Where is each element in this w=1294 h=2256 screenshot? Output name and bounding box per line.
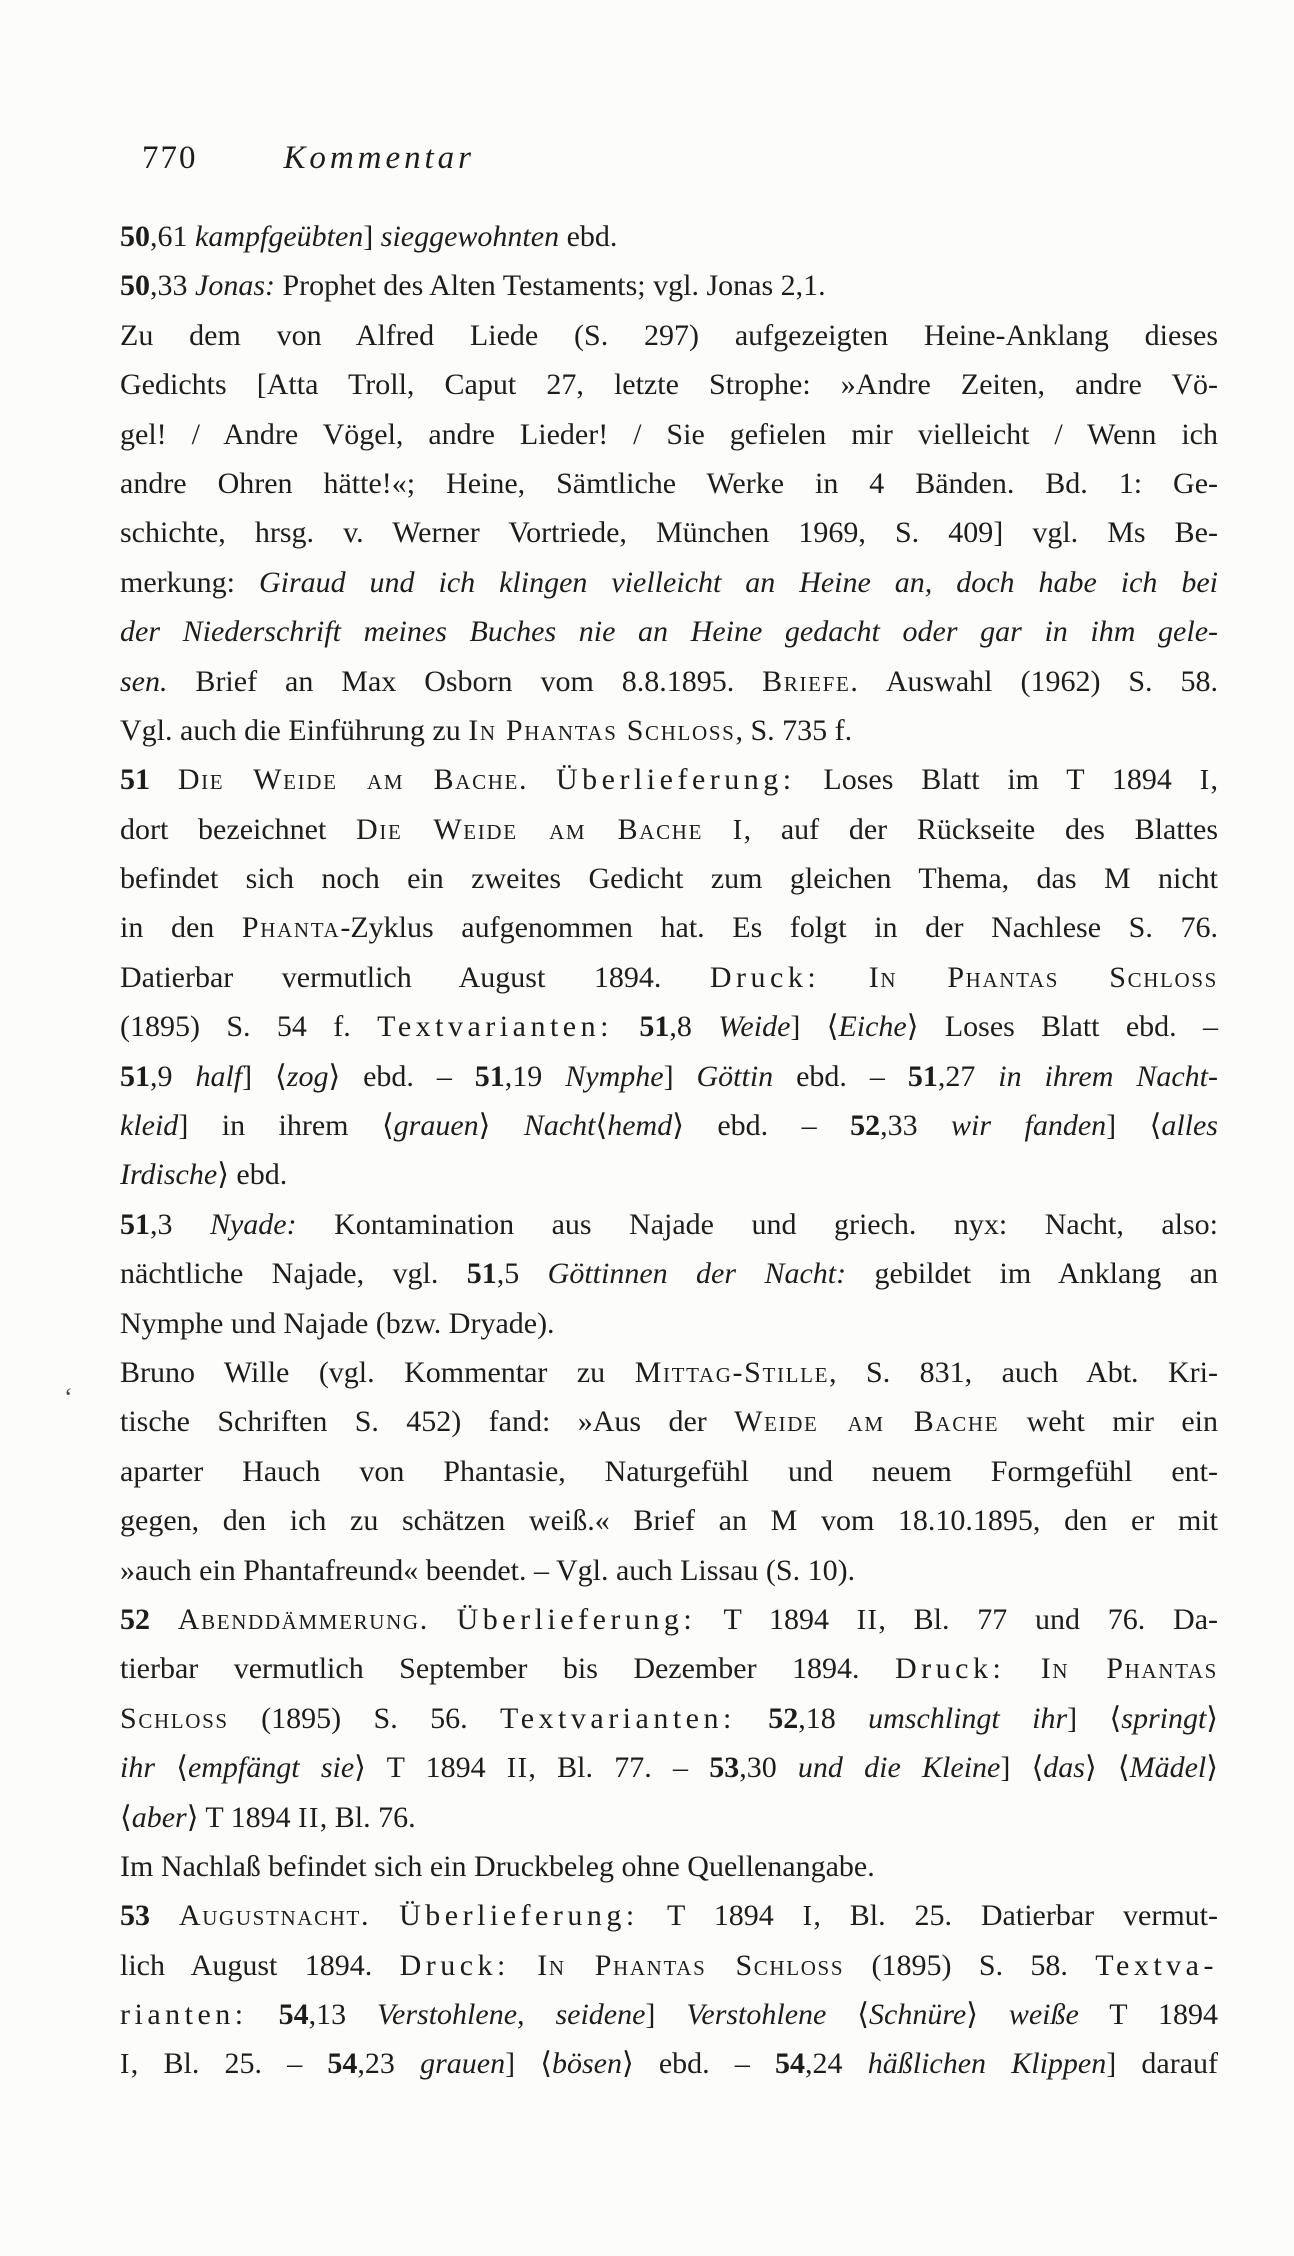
text-segment: Im Nachlaß befindet sich ein Druckbeleg ohne Quellenangabe. — [120, 1849, 875, 1883]
text-segment: 51 — [120, 763, 150, 797]
text-segment: wir fanden — [951, 1109, 1107, 1143]
text-line — [120, 1348, 1218, 1397]
text-segment: Nyade: — [209, 1207, 297, 1241]
text-segment: ,33 — [880, 1109, 952, 1143]
text-segment: I — [732, 814, 744, 846]
text-segment: Briefe. — [762, 664, 860, 698]
text-segment: In Phantas — [1040, 1652, 1219, 1686]
text-segment: ,23 — [357, 2047, 421, 2081]
text-segment: Die Weide am Bache — [356, 812, 704, 846]
text-segment: Textvarianten: — [500, 1701, 736, 1735]
text-line — [120, 261, 1218, 310]
text-segment: ,5 — [496, 1257, 548, 1291]
text-segment: Textva- — [1095, 1948, 1218, 1982]
text-segment: tische Schriften S. 452) fand: »Aus der — [120, 1405, 735, 1439]
text-segment: ⟨ — [595, 1109, 608, 1143]
text-segment: ,13 — [308, 1998, 378, 2032]
text-segment: ⟩ ebd. – — [672, 1109, 851, 1143]
text-line — [120, 903, 1218, 952]
text-segment: Göttin — [696, 1059, 774, 1093]
text-segment: , S. 735 f. — [735, 713, 853, 747]
text-segment: in ihrem Nacht- — [998, 1059, 1219, 1093]
text-segment: Datierbar vermutlich August 1894. — [120, 960, 710, 994]
text-segment: , Bl. 77. – — [528, 1751, 710, 1785]
text-segment: weht mir ein — [999, 1405, 1218, 1439]
text-segment: ] ⟨ — [790, 1010, 839, 1044]
text-segment: Verstohlene, seidene — [377, 1998, 646, 2032]
text-segment: 52 — [768, 1701, 799, 1735]
text-segment: ebd. — [559, 220, 618, 253]
text-segment: Weide am Bache — [734, 1405, 1000, 1439]
text-segment: Weide — [718, 1010, 791, 1044]
text-segment: Jonas: — [195, 269, 275, 303]
text-segment: ,33 — [150, 269, 195, 303]
text-segment: , auf der Rückseite des Blattes — [743, 812, 1218, 846]
text-segment: rianten: — [120, 1998, 248, 2032]
text-segment: befindet sich noch ein zweites Gedicht zum gleichen Thema, das M nicht — [120, 862, 1218, 896]
text-segment: das — [1043, 1751, 1085, 1785]
text-segment: -Zyklus aufgenommen hat. Es folgt in der Nachlese S. 76. — [340, 911, 1218, 945]
text-segment: kampfgeübten — [195, 220, 364, 253]
text-segment: Schnüre — [869, 1998, 967, 2032]
text-segment: ] ⟨ — [1067, 1701, 1122, 1735]
text-segment: ⟩ — [966, 1998, 1009, 2032]
text-segment: Nacht — [523, 1109, 596, 1143]
text-segment: in den — [120, 911, 242, 945]
text-segment: Druck: — [894, 1652, 1006, 1686]
text-line — [120, 1496, 1218, 1545]
text-segment: ,61 — [150, 220, 195, 253]
text-segment: 53 — [709, 1751, 740, 1785]
text-segment: ] ⟨ — [242, 1059, 287, 1093]
text-line — [120, 607, 1218, 656]
text-segment: 52 — [850, 1109, 881, 1143]
text-segment: II — [506, 1753, 529, 1785]
commentary-text — [120, 212, 1218, 2089]
text-segment: hemd — [607, 1109, 673, 1143]
text-segment — [736, 1702, 768, 1735]
text-segment: Prophet des Alten Testaments; vgl. Jonas 2,1. — [274, 269, 826, 303]
text-line — [120, 953, 1218, 1002]
text-segment: ⟩ ebd. – — [328, 1059, 475, 1093]
text-line — [120, 1595, 1218, 1644]
text-segment: (1895) S. 56. — [228, 1701, 500, 1735]
text-segment: Zu dem von Alfred Liede (S. 297) aufgezeigten Heine-Anklang dieses — [120, 318, 1218, 352]
text-segment: , — [1210, 763, 1218, 797]
text-segment: 53 — [120, 1899, 150, 1933]
text-line — [120, 360, 1218, 409]
text-segment: ,19 — [504, 1059, 566, 1093]
running-title: Kommentar — [283, 140, 475, 176]
text-line — [120, 2039, 1218, 2088]
text-segment: aber — [131, 1800, 187, 1834]
text-segment: In Phantas Schloss — [468, 713, 736, 747]
margin-mark: ‘ — [64, 1383, 73, 1412]
text-segment: ,8 — [669, 1010, 719, 1044]
text-segment: In Phantas Schloss — [868, 960, 1218, 994]
text-line — [120, 508, 1218, 557]
text-line — [120, 410, 1218, 459]
text-segment: , S. 831, auch Abt. Kri- — [829, 1355, 1219, 1389]
text-segment: 51 — [907, 1059, 938, 1093]
text-segment: grauen — [420, 2047, 506, 2081]
text-segment: In Phantas Schloss — [537, 1948, 845, 1982]
text-segment: Loses Blatt im T 1894 — [795, 763, 1200, 797]
text-segment: ,3 — [150, 1207, 210, 1241]
text-segment: 50 — [120, 269, 150, 303]
text-segment: gel! / Andre Vögel, andre Lieder! / Sie gefielen mir vielleicht / Wenn ich — [120, 417, 1218, 451]
text-line — [120, 1546, 1218, 1595]
text-segment: Verstohlene — [686, 1998, 827, 2032]
text-line — [120, 854, 1218, 903]
text-segment: Kontamination aus Najade und griech. nyx: Nacht, also: — [296, 1207, 1218, 1241]
text-segment: Brief an Max Osborn vom 8.8.1895. — [167, 664, 763, 698]
text-segment: Giraud und ich klingen vielleicht an Heine an, doch habe ich bei — [258, 565, 1219, 599]
text-line — [120, 1299, 1218, 1348]
text-segment: ⟩ ebd. – — [621, 2047, 776, 2081]
text-segment: empfängt sie — [187, 1751, 355, 1785]
text-segment: Auswahl (1962) S. 58. — [859, 664, 1218, 698]
text-segment: I — [120, 2049, 131, 2081]
text-segment: Göttinnen der Nacht: — [547, 1257, 847, 1291]
text-segment: ihr — [120, 1751, 156, 1785]
text-segment: , Bl. 25. Datierbar vermut- — [813, 1899, 1219, 1933]
text-segment: ⟩ ebd. — [217, 1158, 288, 1192]
text-segment — [820, 961, 869, 994]
text-segment: lich August 1894. — [120, 1948, 400, 1982]
text-segment: ] in ihrem ⟨ — [178, 1109, 394, 1143]
text-segment: II — [856, 1604, 879, 1636]
text-segment: ] — [363, 220, 381, 253]
text-segment — [150, 1603, 178, 1636]
text-segment: schichte, hrsg. v. Werner Vortriede, München 1969, S. 409] vgl. Ms Be- — [120, 516, 1218, 550]
text-segment: Schloss — [120, 1701, 229, 1735]
text-segment: alles — [1161, 1109, 1218, 1143]
text-line — [120, 1150, 1218, 1199]
text-segment: ⟩ — [1206, 1751, 1218, 1785]
text-segment: ⟩ Loses Blatt ebd. – — [906, 1010, 1219, 1044]
text-segment: merkung: — [120, 565, 259, 599]
text-line — [120, 755, 1218, 804]
text-line — [120, 1052, 1218, 1101]
text-segment: ⟨ — [120, 1800, 132, 1834]
text-segment — [1005, 1652, 1040, 1685]
text-segment: ] ⟨ — [1000, 1751, 1044, 1785]
text-segment: umschlingt ihr — [868, 1701, 1068, 1735]
text-segment: Phanta — [241, 911, 341, 945]
text-segment: ⟩ ⟨ — [1084, 1751, 1130, 1785]
text-line — [120, 1644, 1218, 1693]
text-segment: Die Weide am Bache. — [177, 763, 529, 797]
text-segment: T 1894 — [638, 1899, 803, 1933]
text-segment: , Bl. 25. – — [130, 2047, 328, 2081]
text-segment: andre Ohren hätte!«; Heine, Sämtliche Werke in 4 Bänden. Bd. 1: Ge- — [120, 466, 1218, 500]
text-line — [120, 558, 1218, 607]
text-segment: ] ⟨ — [505, 2047, 552, 2081]
text-segment: ,30 — [739, 1751, 798, 1785]
text-line — [120, 805, 1218, 854]
text-segment — [528, 763, 556, 796]
text-line — [120, 706, 1218, 755]
text-segment: weiße — [1008, 1998, 1079, 2032]
text-segment: Abenddämmerung. — [177, 1602, 429, 1636]
text-line — [120, 1002, 1218, 1051]
text-segment: (1895) S. 54 f. — [120, 1010, 378, 1044]
text-line — [120, 1990, 1218, 2039]
text-line — [120, 1842, 1218, 1891]
text-segment: Nymphe und Najade (bzw. Dryade). — [120, 1306, 555, 1340]
text-segment: aparter Hauch von Phantasie, Naturgefühl und neuem Formgefühl ent- — [120, 1454, 1218, 1488]
text-segment: ebd. – — [773, 1059, 908, 1093]
text-line — [120, 657, 1218, 706]
text-line — [120, 459, 1218, 508]
text-line — [120, 1891, 1218, 1940]
text-segment: Druck: — [399, 1948, 510, 1982]
text-segment: Überlieferung: — [556, 763, 796, 797]
text-segment: I — [802, 1901, 814, 1933]
text-segment: zog — [286, 1059, 329, 1093]
text-segment: T 1894 — [696, 1602, 857, 1636]
text-segment: sieggewohnten — [380, 220, 560, 253]
text-segment: Augustnacht. — [178, 1899, 371, 1933]
text-segment: T 1894 — [1078, 1998, 1218, 2032]
text-segment: Druck: — [709, 960, 821, 994]
text-segment: kleid — [120, 1109, 179, 1143]
text-line — [120, 311, 1218, 360]
text-segment: Irdische — [120, 1158, 218, 1192]
text-segment: springt — [1121, 1701, 1207, 1735]
text-segment: ⟩ T 1894 — [186, 1800, 299, 1834]
text-segment: Bruno Wille (vgl. Kommentar zu — [120, 1355, 635, 1389]
text-segment — [703, 813, 733, 846]
text-segment: ,18 — [798, 1701, 869, 1735]
text-segment: 51 — [639, 1010, 670, 1044]
text-segment: grauen — [393, 1109, 479, 1143]
text-segment: ⟨ — [155, 1751, 188, 1785]
text-segment: Nymphe — [565, 1059, 664, 1093]
text-line — [120, 1200, 1218, 1249]
text-segment: bösen — [551, 2047, 622, 2081]
text-segment: 51 — [466, 1257, 497, 1291]
running-head — [142, 138, 1202, 182]
text-segment: Eiche — [838, 1010, 907, 1044]
text-segment: , Bl. 76. — [319, 1800, 416, 1834]
text-segment — [370, 1899, 399, 1932]
text-segment: gegen, den ich zu schätzen weiß.« Brief an M vom 18.10.1895, den er mit — [120, 1504, 1218, 1538]
text-segment: (1895) S. 58. — [844, 1948, 1096, 1982]
text-segment: ⟩ — [478, 1109, 524, 1143]
text-segment — [613, 1010, 639, 1043]
text-segment: Überlieferung: — [399, 1899, 639, 1933]
text-segment: ⟨ — [826, 1998, 869, 2032]
text-segment: 51 — [120, 1207, 150, 1241]
text-segment: 50 — [120, 220, 150, 253]
text-segment: Vgl. auch die Einführung zu — [120, 713, 469, 747]
text-segment: nächtliche Najade, vgl. — [120, 1257, 467, 1291]
text-segment: ,24 — [805, 2047, 868, 2081]
text-segment: dort bezeichnet — [120, 812, 357, 846]
text-segment — [248, 1998, 279, 2031]
text-segment — [150, 763, 178, 796]
text-segment: ] — [663, 1059, 697, 1093]
text-segment: ⟩ T 1894 — [354, 1751, 507, 1785]
text-segment: ⟩ — [1206, 1701, 1219, 1735]
text-line — [120, 212, 1218, 261]
text-line — [120, 1447, 1218, 1496]
text-segment: I — [1199, 765, 1211, 797]
text-line — [120, 1694, 1218, 1743]
text-segment: ] — [645, 1998, 687, 2032]
text-segment: ,9 — [150, 1059, 196, 1093]
text-segment: gebildet im Anklang an — [846, 1257, 1218, 1291]
text-segment: , Bl. 77 und 76. Da- — [878, 1602, 1218, 1636]
text-segment: ,27 — [937, 1059, 999, 1093]
text-segment: 54 — [278, 1998, 309, 2032]
text-segment — [429, 1603, 457, 1636]
text-segment: Textvarianten: — [377, 1010, 613, 1044]
text-segment: häßlichen Klippen — [867, 2047, 1107, 2081]
text-segment — [510, 1949, 537, 1982]
text-line — [120, 1743, 1218, 1792]
text-segment: 54 — [327, 2047, 358, 2081]
text-segment: und die Kleine — [797, 1751, 1001, 1785]
text-line — [120, 1793, 1218, 1842]
text-segment — [150, 1899, 179, 1932]
text-segment: 54 — [775, 2047, 806, 2081]
text-segment: II — [298, 1802, 320, 1834]
text-segment: 51 — [120, 1059, 150, 1093]
text-segment: »auch ein Phantafreund« beendet. – Vgl. auch Lissau (S. 10). — [120, 1553, 856, 1587]
text-segment: 52 — [120, 1602, 150, 1636]
text-line — [120, 1397, 1218, 1446]
text-segment: ] darauf — [1106, 2047, 1219, 2081]
text-segment: Mittag-Stille — [634, 1355, 830, 1389]
text-segment: sen. — [120, 664, 168, 698]
text-segment: der Niederschrift meines Buches nie an Heine gedacht oder gar in ihm gele- — [120, 615, 1218, 649]
text-line — [120, 1941, 1218, 1990]
text-segment: Mädel — [1129, 1751, 1207, 1785]
text-segment: ] ⟨ — [1106, 1109, 1162, 1143]
text-line — [120, 1101, 1218, 1150]
page-number: 770 — [142, 140, 198, 176]
text-segment: tierbar vermutlich September bis Dezember 1894. — [120, 1652, 895, 1686]
text-segment: Gedichts [Atta Troll, Caput 27, letzte Strophe: »Andre Zeiten, andre Vö- — [120, 368, 1218, 402]
text-line — [120, 1249, 1218, 1298]
text-segment: half — [195, 1059, 243, 1093]
text-segment: 51 — [474, 1059, 505, 1093]
text-segment: Überlieferung: — [456, 1602, 697, 1636]
